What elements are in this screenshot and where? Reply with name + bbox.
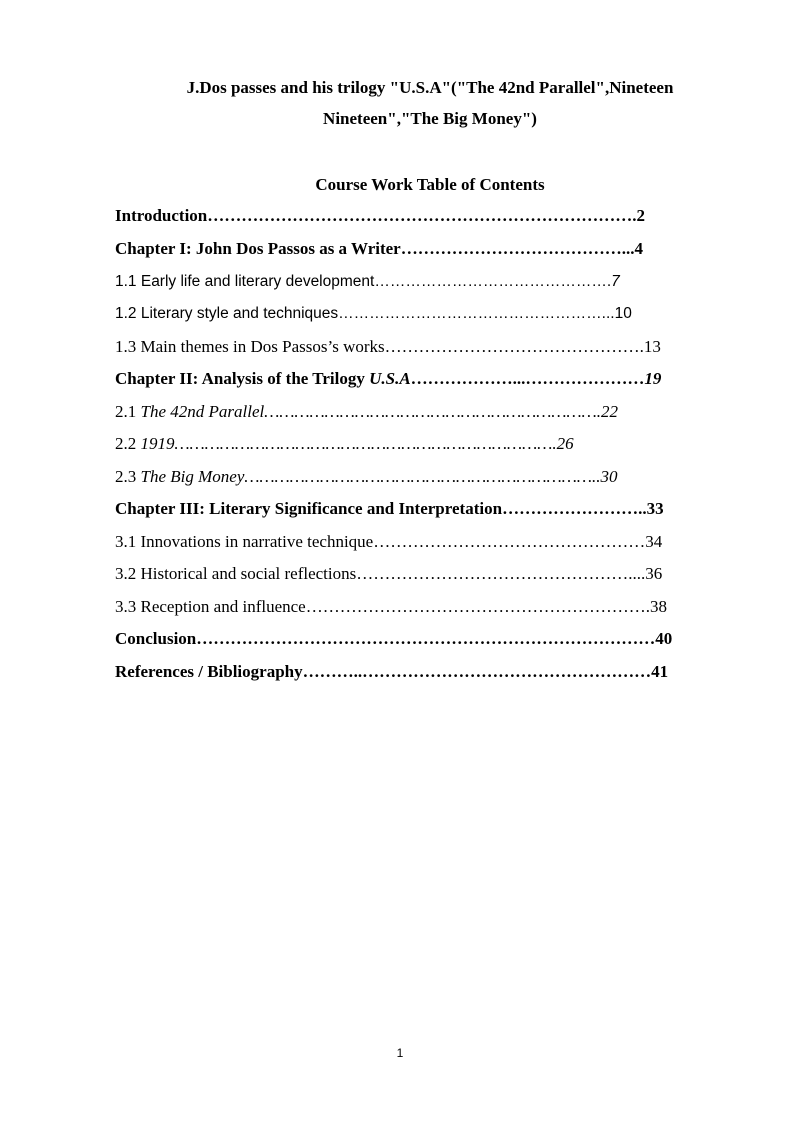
toc-leader-dots: ………………………………………….... — [356, 564, 646, 583]
toc-entry-1-3 — [115, 334, 661, 360]
toc-page-number: 34 — [645, 532, 663, 551]
toc-page-number: 36 — [645, 564, 663, 583]
toc-page-number: 19 — [644, 369, 662, 388]
toc-entry-prefix: 2.3 — [115, 467, 141, 486]
toc-page-number: 22 — [601, 402, 619, 421]
toc-leader-dots: ……………………………………………... — [338, 305, 615, 322]
toc-leader-dots: …………………………………………………………. — [264, 402, 602, 421]
toc-leader-dots: ………………………………………. — [384, 337, 644, 356]
toc-page-number: 30 — [600, 467, 618, 486]
toc-entry-2-1 — [115, 399, 618, 425]
toc-leader-dots: ………………………………………… — [373, 532, 646, 551]
toc-entry-label: References / Bibliography — [115, 662, 303, 681]
toc-entry-prefix: 2.1 — [115, 402, 141, 421]
toc-entry-label: Chapter III: Literary Significance and Interpretation — [115, 499, 503, 518]
toc-entry-3-3 — [115, 594, 667, 620]
toc-page-number: 40 — [655, 629, 673, 648]
toc-entry-label: Conclusion — [115, 629, 197, 648]
toc-entry-label: Introduction — [115, 206, 208, 225]
toc-page-number: 38 — [649, 597, 667, 616]
toc-leader-dots: …………………………………………………………………. — [207, 206, 637, 225]
toc-page-number: 7 — [611, 273, 620, 290]
toc-page-number: 33 — [646, 499, 664, 518]
toc-entry-prefix: 2.2 — [115, 434, 141, 453]
toc-entry-label-italic: U.S.A — [369, 369, 411, 388]
toc-entry-label-italic: 1919 — [140, 434, 175, 453]
toc-leader-dots: …………………………………………………………………. — [174, 434, 557, 453]
page-number: 1 — [396, 1046, 404, 1060]
toc-entry-label: 1.3 Main themes in Dos Passos’s works — [115, 337, 385, 356]
toc-entry-1-1 — [115, 269, 620, 295]
toc-entry-label: Chapter I: John Dos Passos as a Writer — [115, 239, 401, 258]
toc-entry-label: Chapter II: Analysis of the Trilogy — [115, 369, 370, 388]
toc-entry-chapter-3 — [115, 496, 664, 522]
toc-entry-1-2 — [115, 301, 632, 327]
document-title — [100, 72, 760, 134]
toc-leader-dots: ………………………………………. — [374, 273, 612, 290]
toc-entry-label: 3.1 Innovations in narrative technique — [115, 532, 374, 551]
toc-entry-chapter-1 — [115, 236, 643, 262]
toc-entry-label-italic: The Big Money — [140, 467, 245, 486]
toc-page-number: 10 — [614, 305, 632, 322]
toc-page-number: 41 — [651, 662, 669, 681]
toc-page-number: 26 — [556, 434, 574, 453]
toc-page-number: 4 — [634, 239, 643, 258]
toc-leader-dots: ………………...………………… — [410, 369, 645, 388]
toc-entry-3-2 — [115, 561, 662, 587]
toc-entry-3-1 — [115, 529, 662, 555]
toc-entry-chapter-2 — [115, 366, 661, 392]
toc-leader-dots: ………..…………………………………………… — [302, 662, 652, 681]
toc-leader-dots: ……………………………………………………. — [305, 597, 650, 616]
toc-page-number: 13 — [643, 337, 661, 356]
toc-entry-label: 1.2 Literary style and techniques — [115, 305, 339, 322]
toc-entry-conclusion — [115, 626, 672, 652]
toc-entry-introduction — [115, 203, 645, 229]
toc-leader-dots: …………………………………………………………….. — [244, 467, 601, 486]
toc-leader-dots: …………………….. — [502, 499, 647, 518]
toc-leader-dots: ……………………………………………………………………… — [196, 629, 656, 648]
toc-entry-label: 3.3 Reception and influence — [115, 597, 306, 616]
toc-heading: Course Work Table of Contents — [315, 175, 545, 194]
toc-entry-label: 3.2 Historical and social reflections — [115, 564, 357, 583]
toc-entry-2-2 — [115, 431, 574, 457]
title-line-2: Nineteen","The Big Money") — [323, 109, 537, 128]
toc-entry-references — [115, 659, 668, 685]
toc-entry-2-3 — [115, 464, 618, 490]
toc-page-number: 2 — [636, 206, 646, 225]
title-line-1: J.Dos passes and his trilogy "U.S.A"("The 42nd Parallel",Nineteen — [186, 78, 674, 97]
toc-entry-label: 1.1 Early life and literary development — [115, 273, 375, 290]
toc-leader-dots: …………………………………... — [400, 239, 635, 258]
toc-entry-label-italic: The 42nd Parallel — [140, 402, 265, 421]
